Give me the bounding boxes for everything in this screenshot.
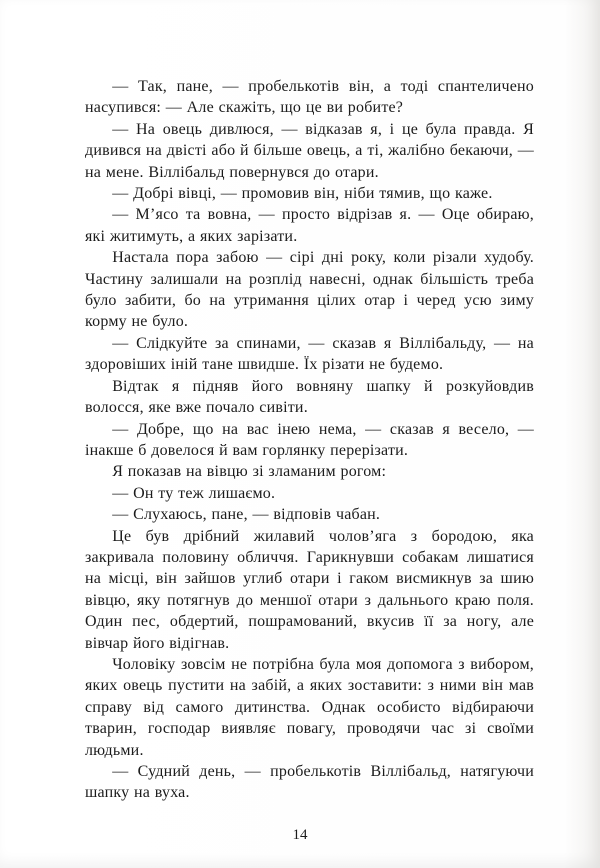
paragraph: — Он ту теж лишаємо. (112, 484, 276, 502)
paragraph: Це був дрібний жилавий чоловʼяга з бородою, яка закривала половину обличчя. Гарикнувши собакам лишатися на місці, він зайшов углиб отари і гаком висмикнув за шию вівцю, яку потягнув до меншої отари з дальнього краю поля. Один пес, обдертий, пошрамований, вкусив її за ногу, але вівчар його відігнав. (85, 527, 534, 652)
paragraph: — На овець дивлюся, — відказав я, і це була правда. Я дивився на двісті або й більше овець, а ті, жалібно бекаючи, — на мене. Віллібальд повернувся до отари. (85, 120, 534, 181)
paragraph: Чоловіку зовсім не потрібна була моя допомога з вибором, яких овець пустити на забій, а яких зоставити: з ними він мав справу від самого дитинства. Однак особисто відбираючи тварин, господар виявляє повагу, проводячи час зі своїми людьми. (85, 655, 534, 759)
paragraph: Я показав на вівцю зі зламаним рогом: (112, 463, 387, 481)
paragraph: Настала пора забою — сірі дні року, коли різали худобу. Частину залишали на розплід навесні, однак більшість треба було забити, бо на утримання цілих отар і черед усю зиму корму не було. (85, 249, 534, 331)
paragraph: — Добрі вівці, — промовив він, ніби тямив, що каже. (112, 185, 493, 203)
text-block (85, 76, 534, 804)
paragraph: Відтак я підняв його вовняну шапку й розкуйовдив волосся, яке вже почало сивіти. (85, 377, 534, 417)
paragraph: — Добре, що на вас інею нема, — сказав я весело, — інакше б довелося й вам горлянку перерізати. (85, 420, 534, 459)
paragraph: — Так, пане, — пробелькотів він, а тоді спантеличено насупився: — Але скажіть, що це ви робите? (85, 78, 534, 117)
paragraph: — Слухаюсь, пане, — відповів чабан. (112, 506, 381, 524)
paragraph: — Судний день, — пробелькотів Віллібальд, натягуючи шапку на вуха. (85, 763, 534, 802)
page-number: 14 (292, 827, 308, 843)
paragraph: — Слідкуйте за спинами, — сказав я Віллібальду, — на здоровіших іній тане швидше. Їх різати не будемо. (85, 334, 534, 374)
paragraph: — Мʼясо та вовна, — просто відрізав я. — Оце обираю, які житимуть, а яких зарізати. (85, 206, 534, 245)
